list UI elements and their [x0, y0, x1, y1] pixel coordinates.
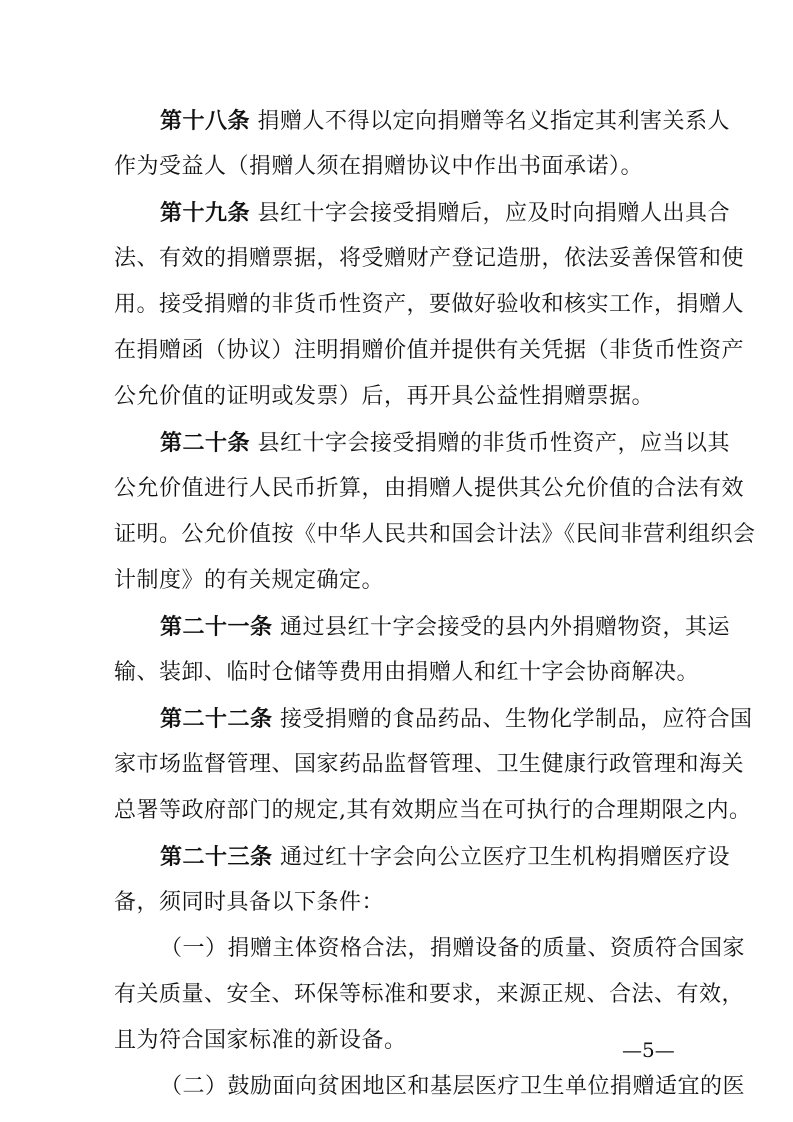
article-21-line-2: [0, 653, 793, 693]
body-text: 输、装卸、临时仓储等费用由捐赠人和红十字会协商解决。: [114, 660, 700, 685]
body-text: 有关质量、安全、环保等标准和要求，来源正规、合法、有效，: [114, 982, 745, 1007]
article-heading: 第十九条: [160, 200, 251, 226]
body-text: 县红十字会接受捐赠的非货币性资产，应当以其: [250, 431, 731, 456]
article-heading: 第二十三条: [160, 844, 273, 870]
body-text: 计制度》的有关规定确定。: [114, 568, 385, 593]
clause-1-line-1: [0, 929, 793, 969]
article-22-line-3: [0, 791, 793, 831]
body-text: 法、有效的捐赠票据，将受赠财产登记造册，依法妥善保管和使: [114, 246, 745, 271]
clause-2-line-1: [0, 1067, 793, 1107]
article-20-line-1: [0, 423, 793, 463]
clause-1-line-2: [0, 975, 793, 1015]
article-19-line-2: [0, 239, 793, 279]
article-18-line-2: [0, 147, 793, 187]
article-21-line-1: [0, 607, 793, 647]
article-19-line-4: [0, 331, 793, 371]
article-20-line-4: [0, 561, 793, 601]
article-22-line-1: [0, 699, 793, 739]
body-text: 备，须同时具备以下条件：: [114, 890, 385, 915]
body-text: 通过红十字会向公立医疗卫生机构捐赠医疗设: [272, 845, 731, 870]
body-text: 捐赠人不得以定向捐赠等名义指定其利害关系人: [250, 109, 731, 134]
article-20-line-2: [0, 469, 793, 509]
article-heading: 第二十二条: [160, 706, 273, 732]
article-18-line-1: [0, 101, 793, 141]
body-text: 通过县红十字会接受的县内外捐赠物资，其运: [272, 615, 731, 640]
article-heading: 第二十条: [160, 430, 251, 456]
article-22-line-2: [0, 745, 793, 785]
article-23-line-1: [0, 837, 793, 877]
article-23-line-2: [0, 883, 793, 923]
body-text: （二）鼓励面向贫困地区和基层医疗卫生单位捐赠适宜的医: [160, 1074, 746, 1099]
article-20-line-3: [0, 515, 793, 555]
body-text: 县红十字会接受捐赠后，应及时向捐赠人出具合: [250, 201, 731, 226]
body-text: 家市场监督管理、国家药品监督管理、卫生健康行政管理和海关: [114, 752, 745, 777]
body-text: 公允价值的证明或发票）后，再开具公益性捐赠票据。: [114, 384, 655, 409]
body-text: 在捐赠函（协议）注明捐赠价值并提供有关凭据（非货币性资产: [114, 338, 745, 363]
article-19-line-5: [0, 377, 793, 417]
body-text: 作为受益人（捐赠人须在捐赠协议中作出书面承诺）。: [114, 154, 644, 179]
page-number: —5—: [622, 1038, 675, 1062]
article-heading: 第十八条: [160, 108, 251, 134]
body-text: 接受捐赠的食品药品、生物化学制品，应符合国: [272, 707, 753, 732]
body-text: 且为符合国家标准的新设备。: [114, 1028, 407, 1053]
body-text: 总署等政府部门的规定,其有效期应当在可执行的合理期限之内。: [114, 798, 752, 823]
body-text: （一）捐赠主体资格合法，捐赠设备的质量、资质符合国家: [160, 936, 746, 961]
body-text: 用。接受捐赠的非货币性资产，要做好验收和核实工作，捐赠人: [114, 292, 745, 317]
body-text: 公允价值进行人民币折算，由捐赠人提供其公允价值的合法有效: [114, 476, 745, 501]
article-19-line-1: [0, 193, 793, 233]
article-heading: 第二十一条: [160, 614, 273, 640]
article-19-line-3: [0, 285, 793, 325]
body-text: 证明。公允价值按《中华人民共和国会计法》《民间非营利组织会: [114, 522, 756, 547]
